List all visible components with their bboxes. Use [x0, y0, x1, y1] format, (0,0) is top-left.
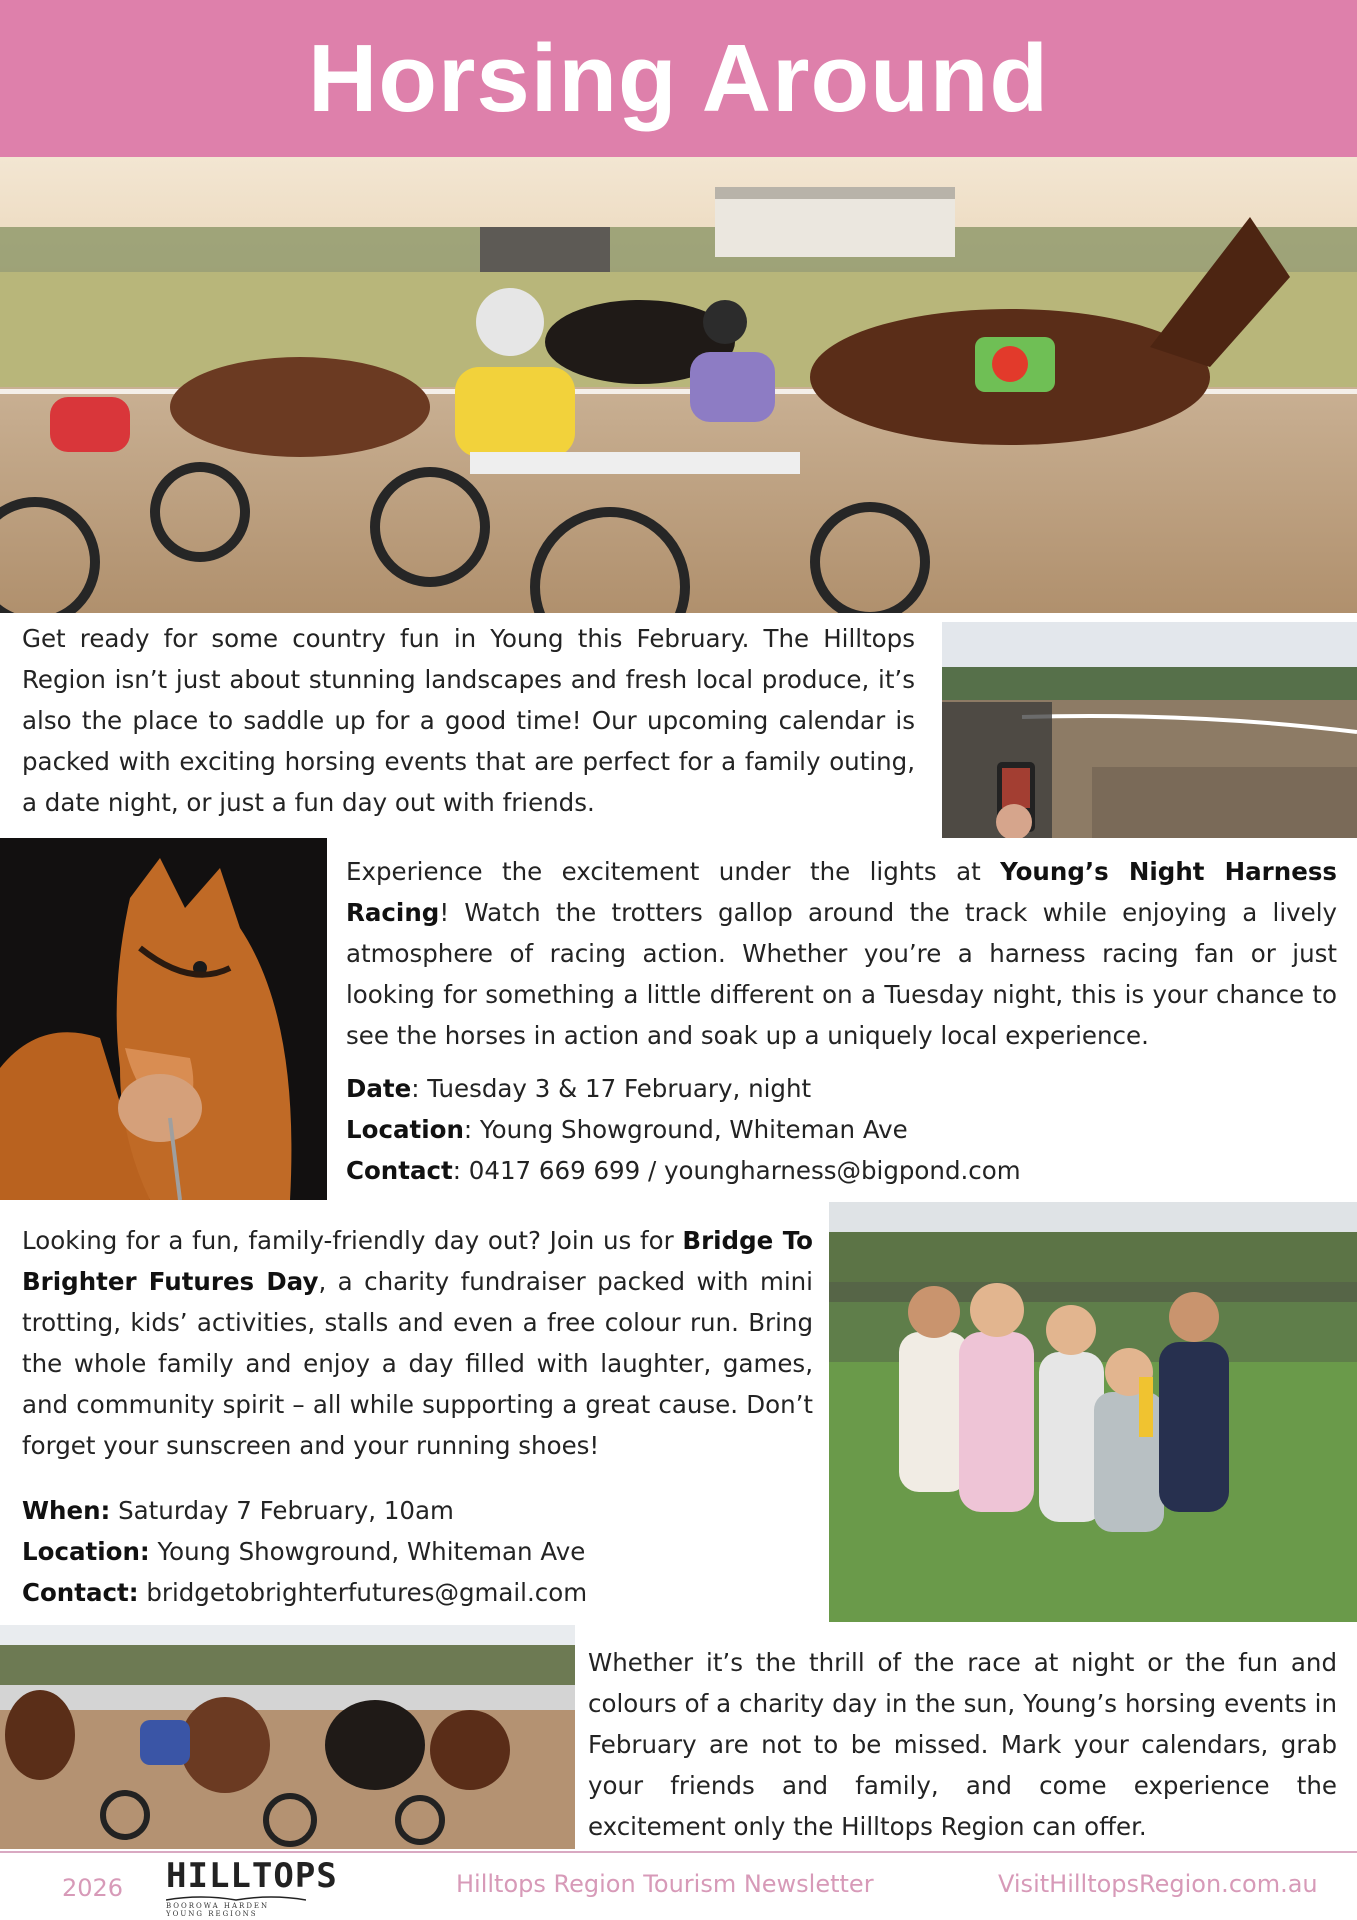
horse-portrait-photo [0, 838, 327, 1200]
night-racing-paragraph [346, 851, 1337, 1056]
trotting-race-photo [0, 1625, 575, 1849]
night-racing-highlight: Young’s Night Harness Racing [346, 857, 1337, 927]
closing-paragraph: Whether it’s the thrill of the race at night or the fun and colours of a charity day in the sun, Young’s horsing events in February are not to be missed. Mark your calendars, grab your friends and family, and come experience the excitement only the Hilltops Region can offer. [588, 1648, 1337, 1841]
night-racing-date: Date: Tuesday 3 & 17 February, night [346, 1074, 812, 1103]
family-photo [829, 1202, 1357, 1622]
charity-when: When: Saturday 7 February, 10am [22, 1496, 454, 1525]
page-title: Horsing Around [307, 25, 1050, 132]
charity-text-before: Looking for a fun, family-friendly day out? Join us for [22, 1226, 683, 1255]
charity-highlight: Bridge To Brighter Futures Day [22, 1226, 813, 1296]
logo-wordmark: HILLTOPS [166, 1856, 338, 1896]
grandstand-photo [942, 622, 1357, 838]
footer-year: 2026 [62, 1874, 124, 1902]
footer-divider [0, 1851, 1357, 1853]
logo-subtitle: BOOROWA HARDEN YOUNG REGIONS [166, 1902, 270, 1918]
night-racing-text-after: ! Watch the trotters gallop around the track while enjoying a lively atmosphere of racing action. Whether you’re a harness racing fan or just looking for something a little different on a Tuesday night, this is your chance to see the horses in action and soak up a uniquely local experience. [346, 898, 1337, 1050]
charity-day-paragraph [22, 1220, 813, 1466]
hero-photo [0, 157, 1357, 613]
footer-newsletter-title: Hilltops Region Tourism Newsletter [456, 1870, 874, 1898]
charity-contact: Contact: bridgetobrighterfutures@gmail.com [22, 1578, 588, 1607]
night-racing-contact: Contact: 0417 669 699 / youngharness@bigpond.com [346, 1156, 1021, 1185]
charity-location: Location: Young Showground, Whiteman Ave [22, 1537, 586, 1566]
hilltops-logo [166, 1856, 338, 1918]
intro-paragraph: Get ready for some country fun in Young this February. The Hilltops Region isn’t just about stunning landscapes and fresh local produce, it’s also the place to saddle up for a good time! Our upcoming calendar is packed with exciting horsing events that are perfect for a family outing, a date night, or just a fun day out with friends. [22, 624, 915, 817]
charity-text-after: , a charity fundraiser packed with mini trotting, kids’ activities, stalls and even a free colour run. Bring the whole family and enjoy a day filled with laughter, games, and community spirit – all while supporting a great cause. Don’t forget your sunscreen and your running shoes! [22, 1267, 813, 1460]
night-racing-location: Location: Young Showground, Whiteman Ave [346, 1115, 908, 1144]
night-racing-text-before: Experience the excitement under the lights at [346, 857, 1001, 886]
title-banner [0, 0, 1357, 157]
footer-website-link[interactable]: VisitHilltopsRegion.com.au [998, 1870, 1318, 1898]
